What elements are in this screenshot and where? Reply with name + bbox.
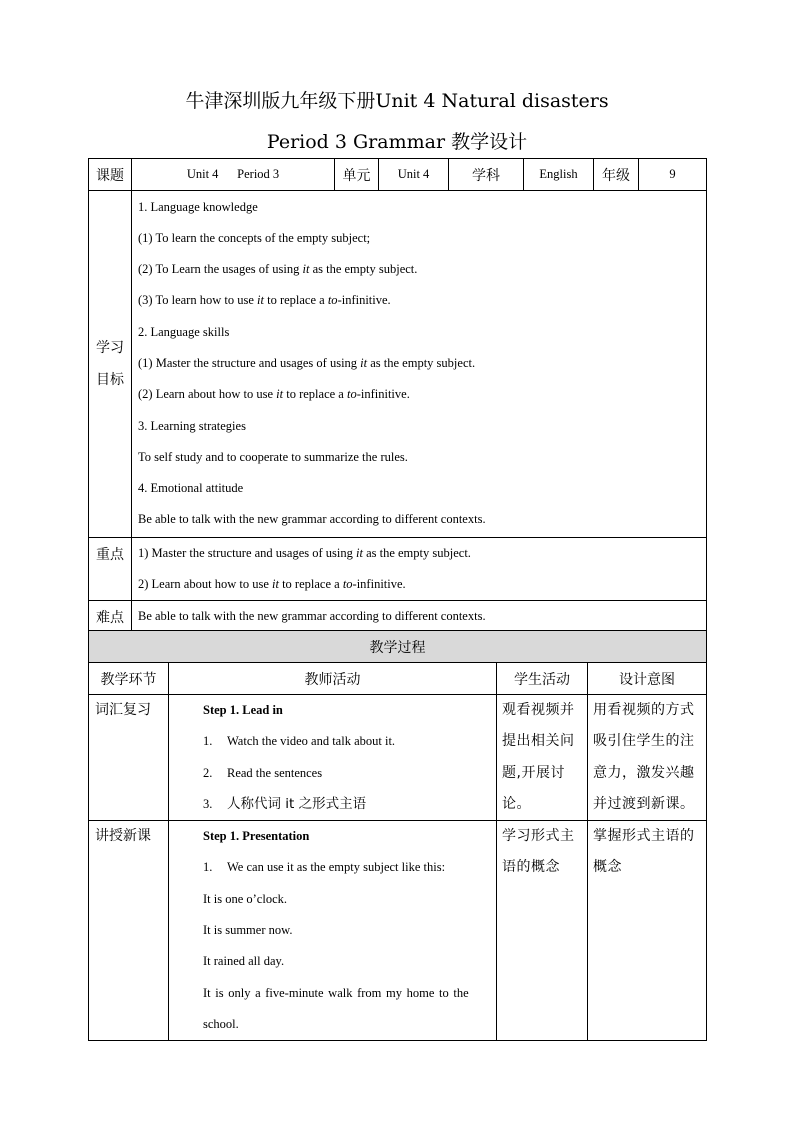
objective-line: Be able to talk with the new grammar according to different contexts.: [138, 512, 486, 527]
objective-line: 3. Learning strategies: [138, 418, 246, 433]
key-points-label: 重点: [89, 537, 132, 601]
objective-line: (2) To Learn the usages of using it as the empty subject.: [138, 262, 418, 277]
design-purpose-cell: 掌握形式主语的概念: [588, 821, 707, 1041]
difficulty-line: Be able to talk with the new grammar according to different contexts.: [138, 609, 486, 624]
objective-line: 4. Emotional attitude: [138, 481, 244, 496]
student-activity-cell: 观看视频并提出相关问题,开展讨论。: [497, 695, 588, 821]
stage-cell: 词汇复习: [89, 695, 169, 821]
subject-value: English: [524, 159, 594, 191]
objective-line: (3) To learn how to use it to replace a to-infinitive.: [138, 293, 391, 308]
student-activity-cell: 学习形式主语的概念: [497, 821, 588, 1041]
document-title-line-1: 牛津深圳版九年级下册Unit 4 Natural disasters: [185, 90, 609, 112]
example-sentence: It is only a five-minute walk from my home to the: [203, 985, 469, 1000]
difficulties-label: 难点: [89, 601, 132, 633]
difficulties-row: [89, 601, 707, 633]
unit-value: Unit 4: [379, 159, 449, 191]
teacher-activity-cell: [169, 695, 497, 821]
step-title: Step 1. Lead in: [203, 703, 283, 717]
process-row-presentation: [89, 821, 707, 1041]
objective-line: (2) Learn about how to use it to replace a to-infinitive.: [138, 387, 410, 402]
grade-value: 9: [639, 159, 707, 191]
design-purpose-cell: 用看视频的方式吸引住学生的注意力，激发兴趣并过渡到新课。: [588, 695, 707, 821]
topic-label: 课题: [89, 159, 132, 191]
grade-label: 年级: [594, 159, 639, 191]
objectives-label-line-2: 目标: [96, 371, 124, 388]
objective-line: 2. Language skills: [138, 324, 230, 339]
example-sentence: It is summer now.: [203, 923, 293, 938]
example-sentence: school.: [203, 1016, 239, 1031]
objectives-label: [89, 191, 132, 538]
activity-item: 1. Watch the video and talk about it.: [203, 734, 396, 749]
document-title-line-2: Period 3 Grammar 教学设计: [266, 131, 528, 153]
teaching-process-table: [88, 630, 707, 1041]
process-row-lead-in: [89, 695, 707, 821]
objectives-content: [132, 191, 707, 538]
activity-item: 1. We can use it as the empty subject like this:: [203, 860, 446, 875]
subject-label: 学科: [449, 159, 524, 191]
column-header-stage: 教学环节: [89, 663, 169, 695]
key-point-line: 1) Master the structure and usages of using it as the empty subject.: [138, 545, 471, 560]
column-header-purpose: 设计意图: [588, 663, 707, 695]
teacher-activity-cell: [169, 821, 497, 1041]
objective-line: 1. Language knowledge: [138, 199, 258, 214]
objective-line: (1) Master the structure and usages of using it as the empty subject.: [138, 355, 476, 370]
column-header-teacher: 教师活动: [169, 663, 497, 695]
lesson-info-table: [88, 158, 707, 634]
objective-line: To self study and to cooperate to summarize the rules.: [138, 449, 408, 464]
objectives-row: [89, 191, 707, 538]
key-points-row: [89, 537, 707, 601]
unit-label: 单元: [335, 159, 379, 191]
key-points-content: [132, 537, 707, 601]
process-header-row: [89, 631, 707, 663]
step-title: Step 1. Presentation: [203, 829, 310, 844]
key-point-line: 2) Learn about how to use it to replace a to-infinitive.: [138, 577, 406, 592]
topic-value: Unit 4 Period 3: [132, 159, 335, 191]
example-sentence: It is one o’clock.: [203, 891, 288, 906]
stage-cell: 讲授新课: [89, 821, 169, 1041]
objective-line: (1) To learn the concepts of the empty subject;: [138, 230, 371, 245]
activity-item: 3. 人称代词 it 之形式主语: [203, 795, 367, 812]
objectives-label-line-1: 学习: [96, 339, 124, 356]
column-header-student: 学生活动: [497, 663, 588, 695]
info-row: [89, 159, 707, 191]
process-columns-row: [89, 663, 707, 695]
example-sentence: It rained all day.: [203, 954, 285, 969]
process-header: 教学过程: [89, 631, 707, 663]
difficulties-content: [132, 601, 707, 633]
activity-item: 2. Read the sentences: [203, 765, 323, 780]
